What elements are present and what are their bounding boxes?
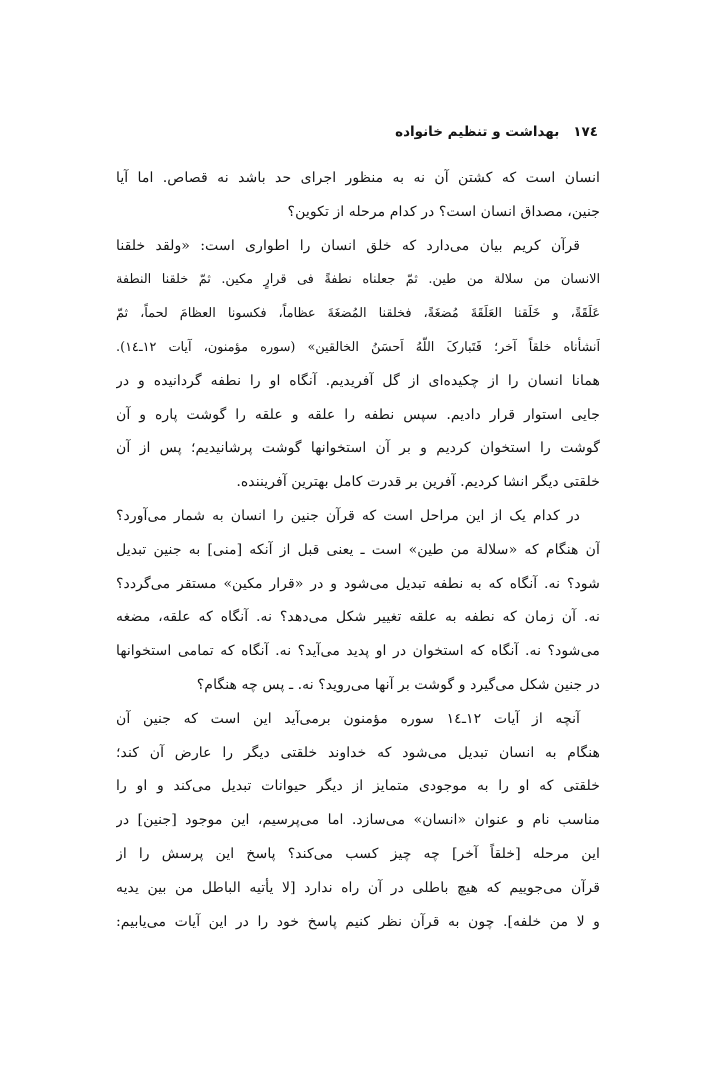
paragraph-translation [116,365,600,500]
text-line: همانا انسان را از چکیده‌ای از گل آفریدیم. آنگاه او را نطفه گردانیده و در [116,372,600,389]
text-line: آن هنگام که «سلالة من طین» است ـ یعنی قبل از آنکه [منی] به جنین تبدیل [116,541,600,558]
text-line: جنین، مصداق انسان است؟ در کدام مرحله از تکوین؟ [287,203,600,220]
running-title: بهداشت و تنظیم خانواده [395,124,560,140]
text-line: انسان است که کشتن آن نه به منظور اجرای حد باشد نه قصاص. اما آیا [116,170,600,186]
page-number: ١٧٤ [573,124,598,140]
paragraph-1 [116,162,600,230]
text-line: هنگام به انسان تبدیل می‌شود که خداوند خلقتی دیگر را عارض آن کند؛ [116,744,600,761]
text-line: قرآن کریم بیان می‌دارد که خلق انسان را اطواری است: «ولقد خلقنا [116,237,580,254]
body-text [116,162,600,939]
text-line: اَنشأناه خلقاً آخر؛ فَتَبارکَ اللّهُ اَحسَنُ الخالقین» (سوره مؤمنون، آیات ١٢ـ١٤). [116,339,600,355]
page-header [118,120,598,144]
text-line: آنچه از آیات ١٢ـ١٤ سوره مؤمنون برمی‌آید این است که جنین آن [116,710,580,727]
paragraph-questions [116,500,600,703]
text-line: در کدام یک از این مراحل است که قرآن جنین را انسان به شمار می‌آورد؟ [116,507,580,524]
text-line: الانسان من سلالة من طین. ثمّ جعلناه نطفةً فی قرارٍ مکین. ثمّ خلقنا النطفة [116,272,600,288]
text-line: خلقتی دیگر انشا کردیم. آفرین بر قدرت کامل بهترین آفریننده. [236,474,600,491]
text-line: جایی استوار قرار دادیم. سپس نطفه را علقه و علقه را گوشت پاره و آن [116,406,600,423]
text-line: شود؟ نه. آنگاه که به نطفه تبدیل می‌شود و در «قرار مکین» مستقر می‌گردد؟ [116,575,600,592]
paragraph-2 [116,230,600,264]
text-line: می‌شود؟ نه. آنگاه که استخوان در او پدید می‌آید؟ نه. آنگاه که تمامی استخوانها [116,643,600,660]
text-line: قرآن می‌جوییم که هیچ باطلی در آن راه ندارد [لا یأتیه الباطل من بین یدیه [116,879,600,896]
text-line: این مرحله [خلقاً آخر] چه چیز کسب می‌کند؟ پاسخ این پرسش را از [116,845,600,862]
text-line: در جنین شکل می‌گیرد و گوشت بر آنها می‌روید؟ نه. ـ پس چه هنگام؟ [196,676,600,693]
quran-quote [116,263,600,364]
text-line: خلقتی که او را به موجودی متمایز از دیگر حیوانات تبدیل می‌کند و او را [116,778,600,795]
text-line: عَلَقَةً، و خَلَقنا العَلَقَةَ مُضغَةً، فخلقنا المُضغَةَ عظاماً، فکسونا العظامَ لحماً، ثمّ [116,306,600,322]
paragraph-answer [116,703,600,940]
text-line: مناسب نام و عنوان «انسان» می‌سازد. اما می‌پرسیم، این موجود [جنین] در [116,812,600,829]
text-line: گوشت را استخوان کردیم و بر آن استخوانها گوشت پرشانیدیم؛ پس از آن [116,440,600,457]
text-line: و لا من خلفه]. چون به قرآن نظر کنیم پاسخ خود را در این آیات می‌یابیم: [116,913,600,930]
text-line: نه. آن زمان که نطفه به علقه تغییر شکل می‌دهد؟ نه. آنگاه که علقه، مضغه [116,609,600,626]
